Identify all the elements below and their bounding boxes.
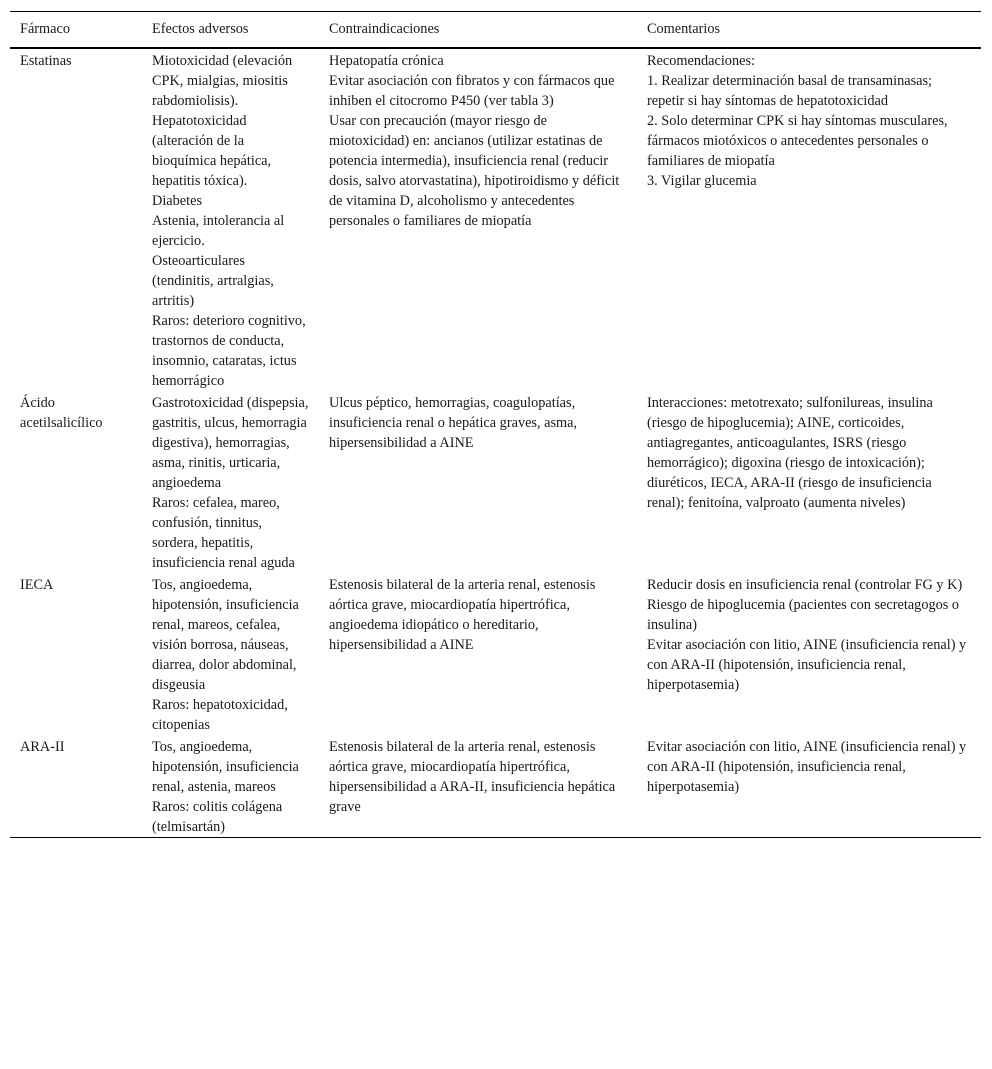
cell-contraindications [319, 573, 637, 735]
adverse-line: Raros: cefalea, mareo, confusión, tinnitus, sordera, hepatitis, insuficiencia renal aguda [152, 495, 295, 571]
cell-contraindications [319, 735, 637, 838]
comment-line: 2. Solo determinar CPK si hay síntomas musculares, fármacos miotóxicos o antecedentes personales o familiares de miopatía [647, 113, 948, 169]
contraindication-line: Hepatopatía crónica [329, 53, 444, 69]
adverse-line: Hepatotoxicidad (alteración de la bioquímica hepática, hepatitis tóxica). [152, 113, 272, 189]
header-comentarios: Comentarios [647, 21, 721, 37]
adverse-line: Astenia, intolerancia al ejercicio. [152, 213, 285, 249]
adverse-line: Raros: deterioro cognitivo, trastornos de conducta, insomnio, cataratas, ictus hemorrágico [152, 313, 306, 389]
comment-line: Interacciones: metotrexato; sulfonilureas, insulina (riesgo de hipoglucemia); AINE, corticoides, antiagregantes, anticoagulantes, ISRS (riesgo hemorrágico); digoxina (riesgo de intoxicación); diuréticos, IECA, ARA-II (riesgo de insuficiencia renal); fenitoína, valproato (aumenta niveles) [647, 395, 933, 511]
comment-line: Riesgo de hipoglucemia (pacientes con secretagogos o insulina) [647, 597, 960, 633]
cell-drug: Estatinas [20, 53, 72, 69]
cell-comments [637, 735, 981, 838]
adverse-line: Osteoarticulares (tendinitis, artralgias, artritis) [152, 253, 274, 309]
comment-line: Recomendaciones: [647, 53, 755, 69]
cell-comments [637, 573, 981, 735]
comment-line: 3. Vigilar glucemia [647, 173, 757, 189]
header-efectos-adversos: Efectos adversos [152, 21, 249, 37]
contraindication-line: Usar con precaución (mayor riesgo de miotoxicidad) en: ancianos (utilizar estatinas de potencia intermedia), insuficiencia renal (reducir dosis, salvo atorvastatina), hipotiroidismo y déficit de vitamina D, alcoholismo y antecedentes personales o familiares de miopatía [329, 113, 620, 229]
comment-line: Reducir dosis en insuficiencia renal (controlar FG y K) [647, 577, 963, 593]
header-farmaco: Fármaco [20, 21, 71, 37]
cell-contraindications [319, 48, 637, 391]
contraindication-line: Estenosis bilateral de la arteria renal, estenosis aórtica grave, miocardiopatía hipertrófica, hipersensibilidad a ARA-II, insuficiencia hepática grave [329, 739, 616, 815]
table-header [10, 12, 981, 49]
cell-adverse-effects [142, 573, 319, 735]
contraindication-line: Ulcus péptico, hemorragias, coagulopatías, insuficiencia renal o hepática graves, asma, hipersensibilidad a AINE [329, 395, 578, 451]
adverse-line: Diabetes [152, 193, 203, 209]
cell-drug: IECA [20, 577, 54, 593]
cell-adverse-effects [142, 735, 319, 838]
cell-comments [637, 391, 981, 573]
header-row [10, 12, 981, 49]
cell-drug: ARA-II [20, 739, 65, 755]
adverse-line: Raros: hepatotoxicidad, citopenias [152, 697, 288, 733]
adverse-line: Tos, angioedema, hipotensión, insuficiencia renal, astenia, mareos [152, 739, 299, 795]
drug-table [10, 11, 981, 838]
cell-contraindications [319, 391, 637, 573]
header-contraindicaciones: Contraindicaciones [329, 21, 440, 37]
cell-comments [637, 48, 981, 391]
adverse-line: Tos, angioedema, hipotensión, insuficiencia renal, mareos, cefalea, visión borrosa, náuseas, diarrea, dolor abdominal, disgeusia [152, 577, 299, 693]
adverse-line: Raros: colitis colágena (telmisartán) [152, 799, 283, 835]
adverse-line: Miotoxicidad (elevación CPK, mialgias, miositis rabdomiolisis). [152, 53, 293, 109]
cell-adverse-effects [142, 391, 319, 573]
table-row [10, 391, 981, 573]
adverse-line: Gastrotoxicidad (dispepsia, gastritis, ulcus, hemorragia digestiva), hemorragias, asma, rinitis, urticaria, angioedema [152, 395, 309, 491]
cell-adverse-effects [142, 48, 319, 391]
table-row [10, 48, 981, 391]
comment-line: Evitar asociación con litio, AINE (insuficiencia renal) y con ARA-II (hipotensión, insuficiencia renal, hiperpotasemia) [647, 739, 967, 795]
table-row [10, 735, 981, 838]
contraindication-line: Evitar asociación con fibratos y con fármacos que inhiben el citocromo P450 (ver tabla 3) [329, 73, 615, 109]
table-row [10, 573, 981, 735]
comment-line: 1. Realizar determinación basal de transaminasas; repetir si hay síntomas de hepatotoxicidad [647, 73, 933, 109]
cell-drug: Ácido acetilsalicílico [20, 395, 103, 431]
contraindication-line: Estenosis bilateral de la arteria renal, estenosis aórtica grave, miocardiopatía hipertrófica, angioedema idiopático o hereditario, hipersensibilidad a AINE [329, 577, 596, 653]
comment-line: Evitar asociación con litio, AINE (insuficiencia renal) y con ARA-II (hipotensión, insuficiencia renal, hiperpotasemia) [647, 637, 967, 693]
